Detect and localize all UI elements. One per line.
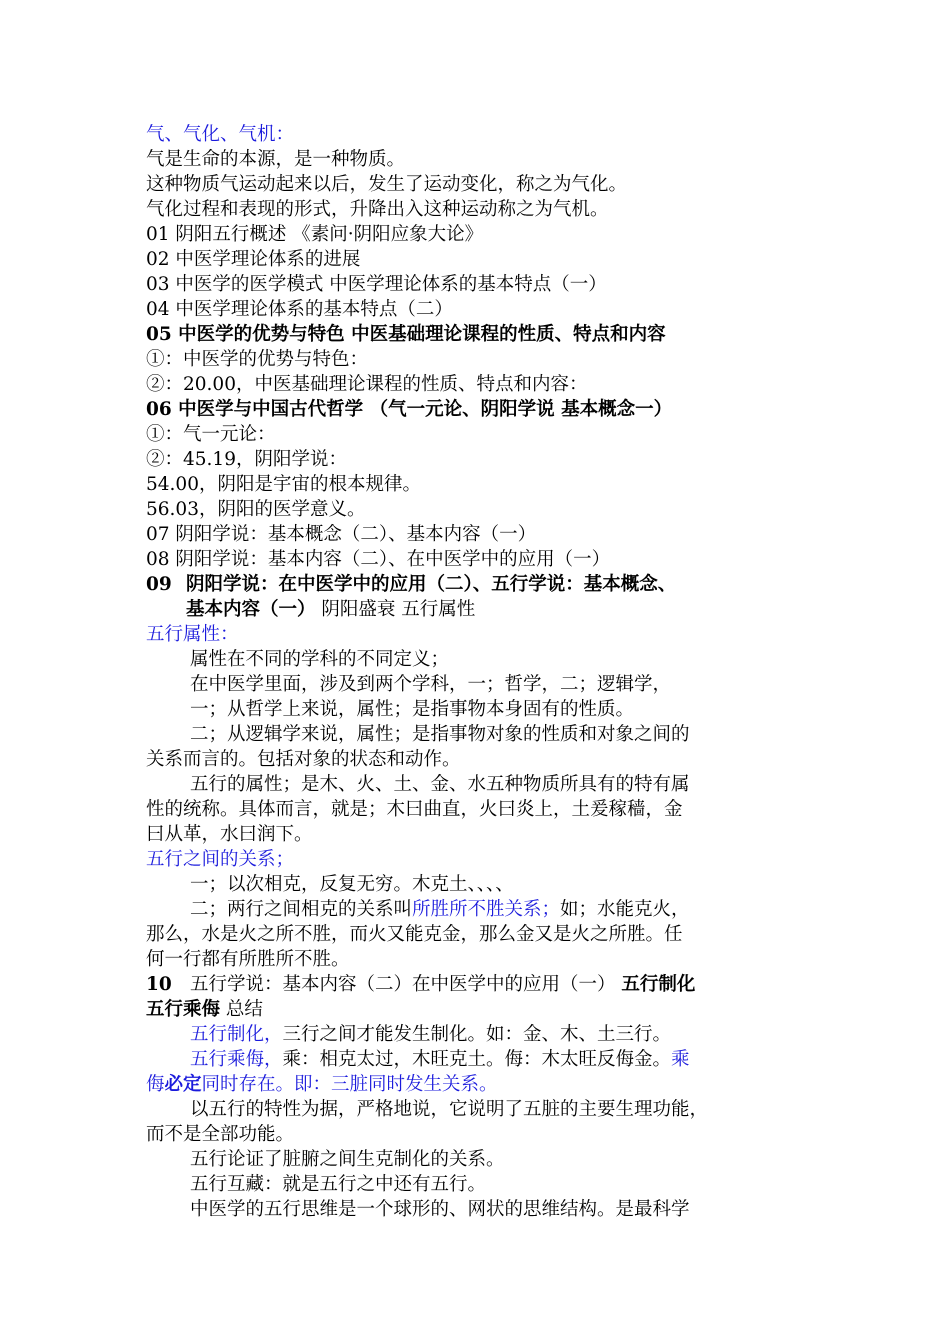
guanxi-heading: 五行之间的关系； xyxy=(146,849,295,870)
text-line: 气是生命的本源，是一种物质。 xyxy=(146,149,406,170)
lesson-09-title: 阴阳学说：在中医学中的应用（二）、五行学说：基本概念、 xyxy=(186,574,677,595)
highlight-term: 所胜所不胜关系； xyxy=(412,899,561,920)
lesson-06: 06 中医学与中国古代哲学 （气一元论、阴阳学说 基本概念一） xyxy=(146,399,673,420)
lesson-06-item: 54.00，阴阳是宇宙的根本规律。 xyxy=(146,474,421,495)
paragraph: 五行论证了脏腑之间生克制化的关系。 xyxy=(190,1149,505,1170)
qi-heading: 气、气化、气机： xyxy=(146,124,295,145)
bold-term: 必定 xyxy=(164,1074,202,1095)
text-line: 气化过程和表现的形式，升降出入这种运动称之为气机。 xyxy=(146,199,609,220)
paragraph xyxy=(190,1022,671,1047)
paragraph-cont: 关系而言的。包括对象的状态和动作。 xyxy=(146,749,461,770)
paragraph xyxy=(190,1047,690,1072)
paragraph: 以五行的特性为据，严格地说，它说明了五脏的主要生理功能， xyxy=(190,1099,709,1120)
lesson-07: 07 阴阳学说：基本概念（二）、基本内容（一） xyxy=(146,524,537,545)
highlight-term: 乘 xyxy=(671,1049,690,1070)
paragraph-cont: 何一行都有所胜所不胜。 xyxy=(146,949,350,970)
lesson-03: 03 中医学的医学模式 中医学理论体系的基本特点（一） xyxy=(146,274,607,295)
text-span: 如；水能克火， xyxy=(560,899,690,920)
paragraph: 属性在不同的学科的不同定义； xyxy=(190,649,450,670)
text-span: 三行之间才能发生制化。如：金、木、土三行。 xyxy=(282,1024,672,1045)
lesson-09-bold: 基本内容（一） xyxy=(186,599,316,620)
paragraph: 一；以次相克，反复无穷。木克土、、、、 xyxy=(190,874,514,895)
lesson-10-number: 10 xyxy=(146,974,172,995)
shuxing-heading: 五行属性： xyxy=(146,624,239,645)
paragraph xyxy=(190,897,690,922)
paragraph: 一；从哲学上来说，属性；是指事物本身固有的性质。 xyxy=(190,699,635,720)
paragraph-cont xyxy=(146,1072,498,1097)
paragraph-cont: 那么，水是火之所不胜，而火又能克金，那么金又是火之所胜。任 xyxy=(146,924,683,945)
paragraph: 在中医学里面，涉及到两个学科，一；哲学，二；逻辑学， xyxy=(190,674,672,695)
lesson-08: 08 阴阳学说：基本内容（二）、在中医学中的应用（一） xyxy=(146,549,611,570)
lesson-02: 02 中医学理论体系的进展 xyxy=(146,249,361,270)
lesson-10-title xyxy=(190,972,695,997)
lesson-06-item: 56.03，阴阳的医学意义。 xyxy=(146,499,366,520)
lesson-01: 01 阴阳五行概述 《素问·阴阳应象大论》 xyxy=(146,224,484,245)
paragraph-cont: 而不是全部功能。 xyxy=(146,1124,295,1145)
highlight-term: 五行乘侮， xyxy=(190,1049,283,1070)
text-span: 乘：相克太过，木旺克土。侮：木太旺反侮金。 xyxy=(282,1049,672,1070)
lesson-05: 05 中医学的优势与特色 中医基础理论课程的性质、特点和内容 xyxy=(146,324,666,345)
text-span: 五行学说：基本内容（二）在中医学中的应用（一） xyxy=(190,974,616,995)
paragraph: 二；从逻辑学来说，属性；是指事物对象的性质和对象之间的 xyxy=(190,724,690,745)
lesson-05-item: ①：中医学的优势与特色： xyxy=(146,349,369,370)
text-span: 总结 xyxy=(225,999,263,1020)
text-span: 同时存在。即：三脏同时发生关系。 xyxy=(201,1074,498,1095)
lesson-06-item: ①：气一元论： xyxy=(146,424,276,445)
text-span: 二；两行之间相克的关系叫 xyxy=(190,899,413,920)
lesson-10-title-cont xyxy=(146,997,263,1022)
lesson-05-item: ②：20.00，中医基础理论课程的性质、特点和内容： xyxy=(146,374,588,395)
text-span: 侮 xyxy=(146,1074,165,1095)
lesson-06-item: ②：45.19，阴阳学说： xyxy=(146,449,347,470)
lesson-09-title-cont xyxy=(186,597,475,622)
lesson-09-number: 09 xyxy=(146,574,172,595)
lesson-10-bold: 五行制化 xyxy=(621,974,696,995)
paragraph-cont: 曰从革，水曰润下。 xyxy=(146,824,313,845)
lesson-09-rest: 阴阳盛衰 五行属性 xyxy=(321,599,476,620)
paragraph: 五行互藏：就是五行之中还有五行。 xyxy=(190,1174,487,1195)
lesson-10-bold: 五行乘侮 xyxy=(146,999,221,1020)
lesson-04: 04 中医学理论体系的基本特点（二） xyxy=(146,299,453,320)
paragraph: 五行的属性；是木、火、土、金、水五种物质所具有的特有属 xyxy=(190,774,690,795)
paragraph: 中医学的五行思维是一个球形的、网状的思维结构。是最科学 xyxy=(190,1199,690,1220)
paragraph-cont: 性的统称。具体而言，就是；木曰曲直，火曰炎上，土爰稼穑，金 xyxy=(146,799,683,820)
text-line: 这种物质气运动起来以后，发生了运动变化，称之为气化。 xyxy=(146,174,628,195)
highlight-term: 五行制化， xyxy=(190,1024,283,1045)
